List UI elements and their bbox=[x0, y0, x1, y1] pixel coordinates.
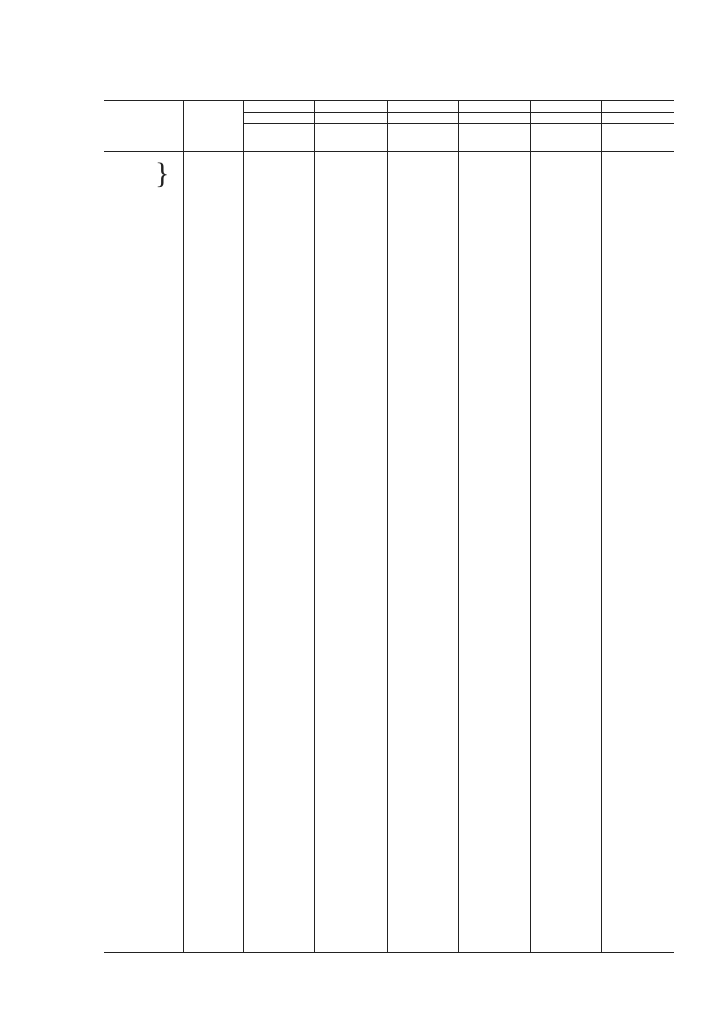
header-rule bbox=[243, 123, 674, 124]
table-frame bbox=[104, 100, 674, 953]
column-rule bbox=[530, 100, 531, 952]
brace: } bbox=[155, 157, 170, 190]
header-rule bbox=[104, 151, 674, 152]
column-rule bbox=[314, 100, 315, 952]
column-rule bbox=[458, 100, 459, 952]
column-rule bbox=[243, 100, 244, 952]
column-rule bbox=[601, 100, 602, 952]
column-rule bbox=[183, 100, 184, 952]
column-rule bbox=[387, 100, 388, 952]
header-rule bbox=[243, 112, 674, 113]
page-header bbox=[0, 52, 709, 70]
